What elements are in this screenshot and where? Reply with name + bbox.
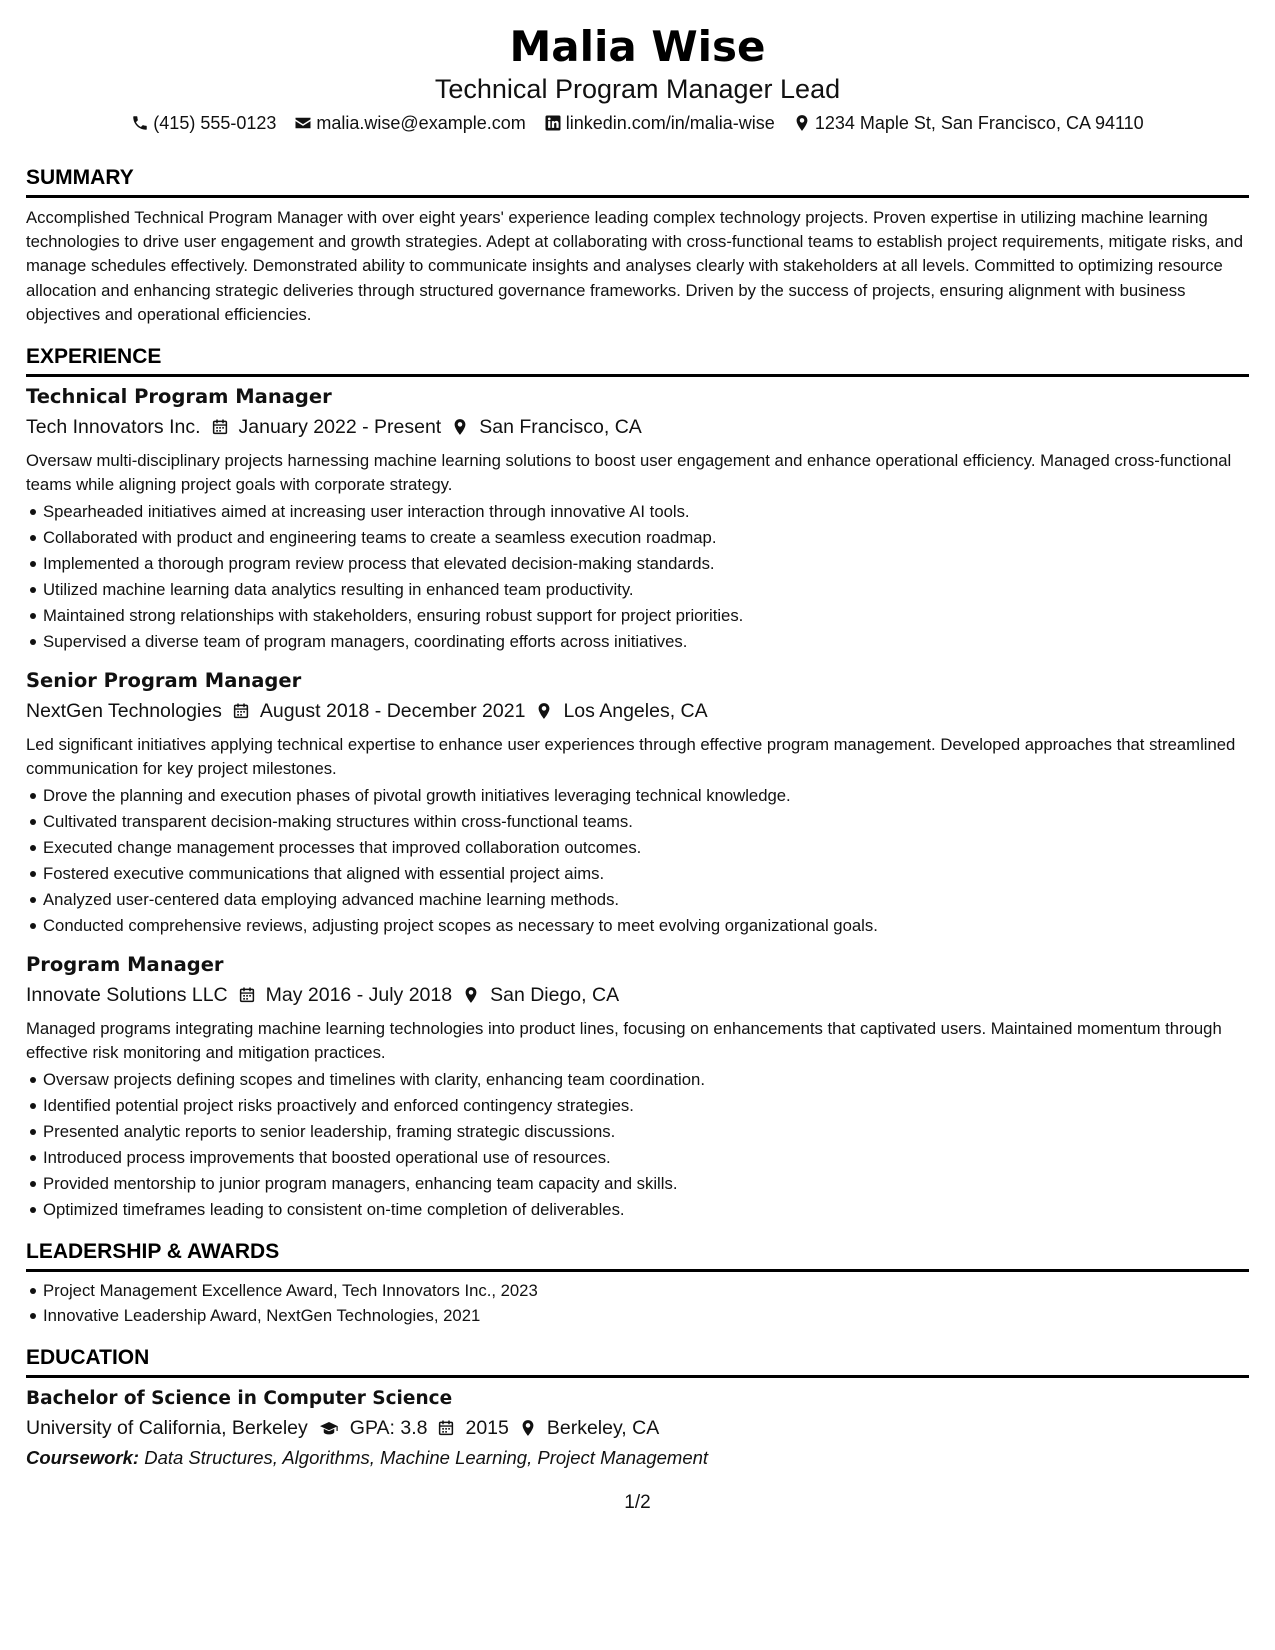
job-company: NextGen Technologies xyxy=(26,699,222,722)
degree-title: Bachelor of Science in Computer Science xyxy=(26,1388,453,1410)
location-icon xyxy=(451,418,469,436)
job-company: Innovate Solutions LLC xyxy=(26,983,228,1006)
contact-phone xyxy=(131,111,276,135)
job-bullets xyxy=(26,499,1249,654)
list-item: Introduced process improvements that boosted operational use of resources. xyxy=(26,1145,1249,1171)
graduation-cap-icon xyxy=(318,1419,340,1437)
candidate-title: Technical Program Manager Lead xyxy=(434,74,841,104)
job-bullets xyxy=(26,1067,1249,1222)
contact-email[interactable] xyxy=(294,111,525,135)
list-item: Cultivated transparent decision-making structures within cross-functional teams. xyxy=(26,809,1249,835)
job-location: San Diego, CA xyxy=(490,983,620,1006)
education-meta xyxy=(26,1413,1249,1443)
list-item: Identified potential project risks proactively and enforced contingency strategies. xyxy=(26,1093,1249,1119)
job-company: Tech Innovators Inc. xyxy=(26,416,201,439)
location-icon xyxy=(462,986,480,1004)
contact-bar xyxy=(26,111,1249,135)
list-item: Spearheaded initiatives aimed at increasing user interaction through innovative AI tools. xyxy=(26,499,1249,525)
school-location: Berkeley, CA xyxy=(546,1417,660,1440)
location-icon xyxy=(519,1419,537,1437)
list-item: Provided mentorship to junior program managers, enhancing team capacity and skills. xyxy=(26,1171,1249,1197)
summary-heading: SUMMARY xyxy=(26,165,1249,198)
location-icon xyxy=(793,114,811,132)
list-item: Supervised a diverse team of program managers, coordinating efforts across initiatives. xyxy=(26,629,1249,655)
job-bullets xyxy=(26,783,1249,938)
list-item: Project Management Excellence Award, Tech Innovators Inc., 2023 xyxy=(26,1278,1249,1304)
job-entry xyxy=(26,667,1249,939)
list-item: Oversaw projects defining scopes and timelines with clarity, enhancing team coordination. xyxy=(26,1067,1249,1093)
linkedin-icon xyxy=(544,114,562,132)
graduation-year: 2015 xyxy=(465,1417,509,1440)
job-title: Technical Program Manager xyxy=(26,385,332,409)
address-text: 1234 Maple St, San Francisco, CA 94110 xyxy=(814,113,1144,133)
summary-text: Accomplished Technical Program Manager with over eight years' experience leading complex technology projects. Proven expertise in utilizing machine learning technologies to drive user engagement and growth strategies. Adept at collaborating with cross-functional teams to establish project requirements, mitigate risks, and manage schedules effectively. Demonstrated ability to communicate insights and analyses clearly with stakeholders at all levels. Committed to optimizing resource allocation and enhancing strategic deliveries through structured governance frameworks. Driven by the success of projects, ensuring alignment with business objectives and operational efficiencies. xyxy=(26,208,1243,324)
job-dates: January 2022 - Present xyxy=(238,416,442,439)
education-section xyxy=(26,1345,1249,1473)
experience-section xyxy=(26,344,1249,1223)
list-item: Drove the planning and execution phases of pivotal growth initiatives leveraging technical knowledge. xyxy=(26,783,1249,809)
job-title: Program Manager xyxy=(26,952,224,976)
calendar-icon xyxy=(238,986,256,1004)
list-item: Utilized machine learning data analytics resulting in enhanced team productivity. xyxy=(26,577,1249,603)
calendar-icon xyxy=(211,418,229,436)
list-item: Conducted comprehensive reviews, adjusting project scopes as necessary to meet evolving organizational goals. xyxy=(26,913,1249,939)
location-icon xyxy=(535,702,553,720)
list-item: Presented analytic reports to senior leadership, framing strategic discussions. xyxy=(26,1119,1249,1145)
job-meta xyxy=(26,412,1249,442)
phone-text: (415) 555-0123 xyxy=(153,113,277,133)
coursework-list: Data Structures, Algorithms, Machine Learning, Project Management xyxy=(144,1447,709,1469)
list-item: Maintained strong relationships with stakeholders, ensuring robust support for project priorities. xyxy=(26,603,1249,629)
school-name: University of California, Berkeley xyxy=(26,1417,308,1440)
awards-section xyxy=(26,1239,1249,1330)
experience-heading: EXPERIENCE xyxy=(26,344,1249,377)
job-meta xyxy=(26,980,1249,1010)
job-description: Managed programs integrating machine learning technologies into product lines, focusing on enhancements that captivated users. Maintained momentum through effective risk monitoring and mitigation practices. xyxy=(26,1018,1222,1062)
list-item: Optimized timeframes leading to consistent on-time completion of deliverables. xyxy=(26,1197,1249,1223)
job-meta xyxy=(26,696,1249,726)
email-icon xyxy=(294,114,312,132)
gpa-text: GPA: 3.8 xyxy=(349,1417,428,1440)
summary-section xyxy=(26,165,1249,327)
job-entry xyxy=(26,951,1249,1223)
list-item: Fostered executive communications that aligned with essential project aims. xyxy=(26,861,1249,887)
list-item: Innovative Leadership Award, NextGen Technologies, 2021 xyxy=(26,1303,1249,1329)
awards-list xyxy=(26,1278,1249,1330)
contact-linkedin[interactable] xyxy=(544,111,775,135)
linkedin-text: linkedin.com/in/malia-wise xyxy=(565,113,775,133)
job-dates: May 2016 - July 2018 xyxy=(265,983,453,1006)
job-dates: August 2018 - December 2021 xyxy=(259,699,526,722)
contact-address xyxy=(793,111,1144,135)
calendar-icon xyxy=(232,702,250,720)
job-title: Senior Program Manager xyxy=(26,668,302,692)
job-entry xyxy=(26,383,1249,655)
job-description: Oversaw multi-disciplinary projects harnessing machine learning solutions to boost user engagement and enhance operational efficiency. Managed cross-functional teams while aligning project goals with corporate strategy. xyxy=(26,451,1232,495)
list-item: Executed change management processes that improved collaboration outcomes. xyxy=(26,835,1249,861)
job-location: San Francisco, CA xyxy=(479,416,642,439)
list-item: Implemented a thorough program review process that elevated decision-making standards. xyxy=(26,551,1249,577)
list-item: Collaborated with product and engineering teams to create a seamless execution roadmap. xyxy=(26,525,1249,551)
resume-header xyxy=(26,22,1249,135)
calendar-icon xyxy=(437,1419,455,1437)
list-item: Analyzed user-centered data employing advanced machine learning methods. xyxy=(26,887,1249,913)
job-description: Led significant initiatives applying technical expertise to enhance user experiences through effective program management. Developed approaches that streamlined communication for key project milestones. xyxy=(26,734,1236,779)
phone-icon xyxy=(131,114,149,132)
coursework xyxy=(26,1443,1249,1473)
education-heading: EDUCATION xyxy=(26,1345,1249,1378)
resume-page xyxy=(26,22,1249,1473)
coursework-label: Coursework: xyxy=(26,1447,140,1469)
candidate-name: Malia Wise xyxy=(509,22,766,71)
email-text: malia.wise@example.com xyxy=(316,113,526,133)
page-number: 1/2 xyxy=(624,1492,651,1513)
awards-heading: LEADERSHIP & AWARDS xyxy=(26,1239,1249,1272)
job-location: Los Angeles, CA xyxy=(563,699,708,722)
